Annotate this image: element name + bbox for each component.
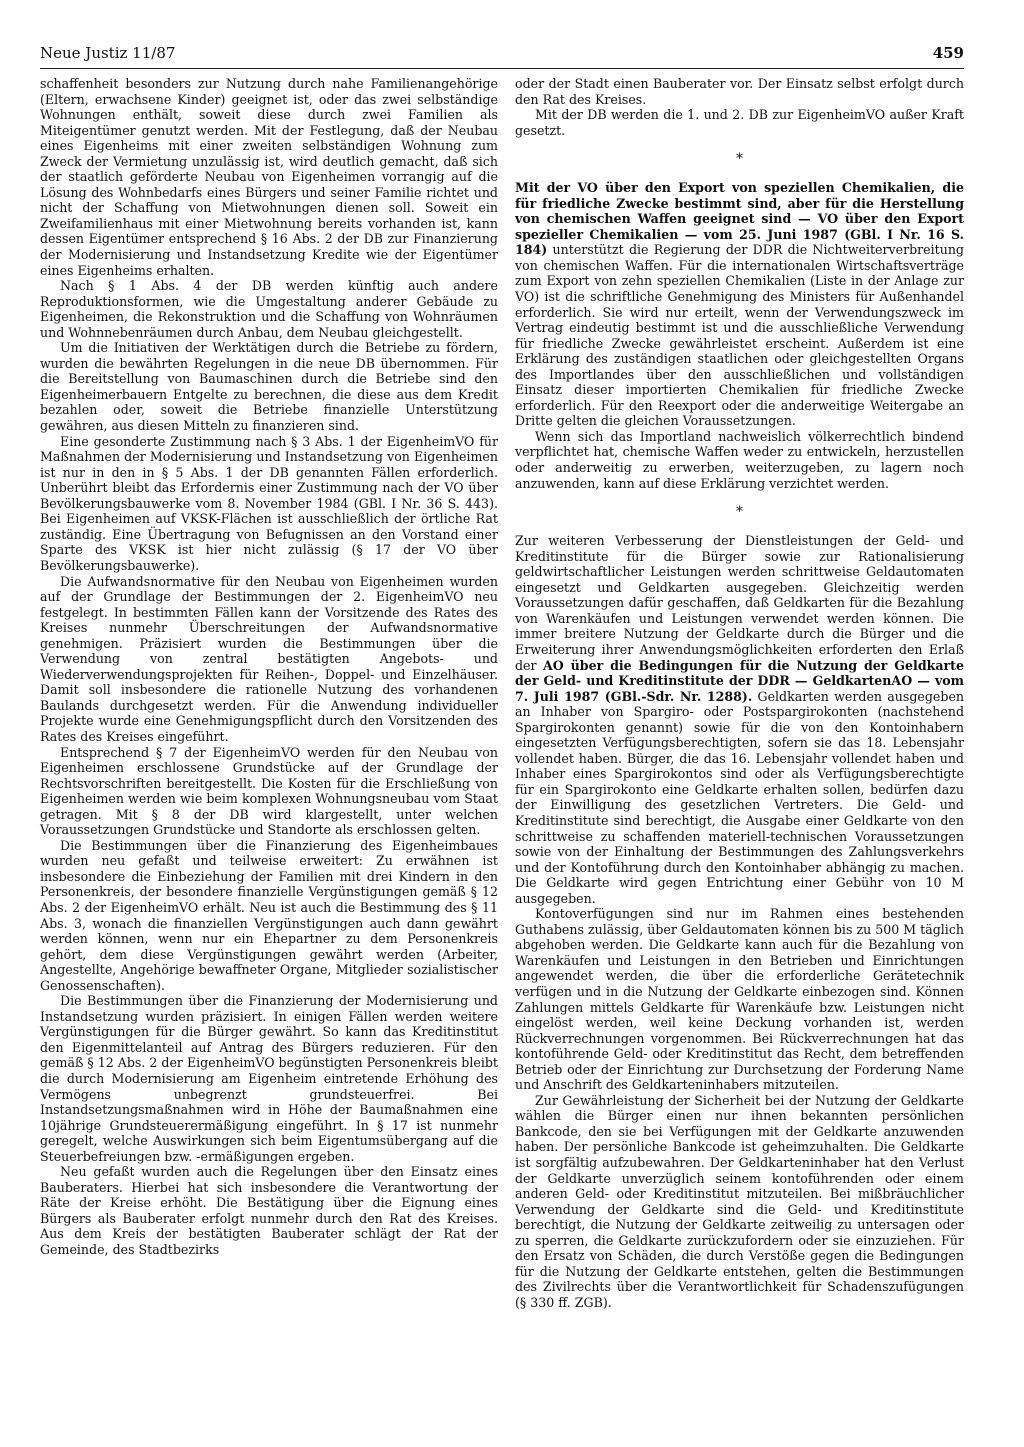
paragraph: Die Aufwandsnormative für den Neubau von Eigenheimen wurden auf der Grundlage der Bestimmungen der 2. EigenheimVO neu festgelegt. In bestimmten Fällen kann der Vorsitzende des Rates des Kreises nunmehr Überschreitungen der Aufwandsnormative genehmigen. Präzisiert wurden die Bestimmungen über die Verwendung von zentral bestätigten Angebots- und Wiederverwendungsprojekten für Reihen-, Doppel- und Einzelhäuser. Damit soll insbesondere die rationelle Nutzung des vorhandenen Baulands durchgesetzt werden. Für die Anwendung individueller Projekte wurde eine Genehmigungspflicht durch den Vorsitzenden des Rates des Kreises eingeführt. <box>40 573 498 744</box>
paragraph: Wenn sich das Importland nachweislich völkerrechtlich bindend verpflichtet hat, chemische Waffen weder zu entwickeln, herzustellen oder anderweitig zu erwerben, weiterzugeben, zu lagern noch anzuwenden, kann auf diese Erklärung verzichtet werden. <box>515 428 964 491</box>
paragraph: Mit der DB werden die 1. und 2. DB zur EigenheimVO außer Kraft gesetzt. <box>515 107 964 138</box>
paragraph: Kontoverfügungen sind nur im Rahmen eines bestehenden Guthabens zulässig, über Geldautomaten können bis zu 500 M täglich abgehoben werden. Die Geldkarte kann auch für die Bezahlung von Warenkäufen und Leistungen in den Betrieben und Einrichtungen angewendet werden, die über die erforderliche Gerätetechnik verfügen und in die Nutzung der Geldkarte einbezogen sind. Können Zahlungen mittels Geldkarte für Warenkäufe bzw. Leistungen nicht eingelöst werden, weil keine Deckung vorhanden ist, werden Rückverrechnungen vorgenommen. Bei Rückverrechnungen hat das kontoführende Geld- oder Kreditinstitut das Recht, dem betreffenden Betrieb oder der Einrichtung zur Durchsetzung der Forderung Name und Anschrift des Geldkarteninhabers mitzuteilen. <box>515 906 964 1093</box>
left-column <box>40 76 498 1258</box>
regulation-title: Mit der VO über den Export von speziellen Chemikalien, die für friedliche Zwecke bestimmt sind, aber für die Herstellung von chemischen Waffen geeignet sind — VO über den Export spezieller Chemikalien — vom 25. Juni 1987 (GBl. I Nr. 16 S. 184) <box>515 180 964 258</box>
paragraph: Nach § 1 Abs. 4 der DB werden künftig auch andere Reproduktionsformen, wie die Umgestaltung anderer Gebäude zu Eigenheimen, die Rekonstruktion und die Schaffung von Wohnräumen und Wohnnebenräumen durch Anbau, dem Neubau gleichgestellt. <box>40 278 498 340</box>
paragraph: oder der Stadt einen Bauberater vor. Der Einsatz selbst erfolgt durch den Rat des Kreises. <box>515 76 964 107</box>
paragraph-chemicals-export <box>515 180 964 429</box>
section-separator: * <box>736 504 743 521</box>
paragraph: Zur Gewährleistung der Sicherheit bei der Nutzung der Geldkarte wählen die Bürger einen nur ihnen bekannten persönlichen Bankcode, den sie bei Verfügungen mit der Geldkarte anzuwenden haben. Der persönliche Bankcode ist geheimzuhalten. Die Geldkarte ist sorgfältig aufzubewahren. Der Geldkarteninhaber hat den Verlust der Geldkarte unverzüglich seinem kontoführenden oder einem anderen Geld- oder Kreditinstitut mitzuteilen. Bei mißbräuchlicher Verwendung der Geldkarte sind die Geld- und Kreditinstitute berechtigt, die Nutzung der Geldkarte zeitweilig zu untersagen oder zu sperren, die Geldkarte zurückzufordern oder sie einzuziehen. Für den Ersatz von Schäden, die durch Verstöße gegen die Bedingungen für die Nutzung der Geldkarte entstehen, gelten die Bestimmungen des Zivilrechts über die Verantwortlichkeit für Schadenszufügungen (§ 330 ff. ZGB). <box>515 1092 964 1310</box>
right-column <box>515 76 964 1310</box>
page-number: 459 <box>932 44 964 62</box>
running-header <box>40 44 964 69</box>
journal-title: Neue Justiz 11/87 <box>40 44 176 62</box>
section-separator: * <box>736 151 743 168</box>
paragraph: Die Bestimmungen über die Finanzierung der Modernisierung und Instandsetzung wurden präzisiert. In einigen Fällen werden weitere Vergünstigungen für die Bürger gewährt. So kann das Kreditinstitut den Eigenmittelanteil auf Antrag des Bürgers reduzieren. Für den gemäß § 12 Abs. 2 der EigenheimVO begünstigten Personenkreis bleibt die durch Modernisierung am Eigenheim eintretende Erhöhung des Vermögens unbegrenzt grundsteuerfrei. Bei Instandsetzungsmaßnahmen wird in Höhe der Baumaßnahmen eine 10jährige Grundsteuerermäßigung eingeführt. In § 17 ist nunmehr geregelt, welche Auswirkungen sich beim Eigentumsübergang auf die Steuerbefreiungen bzw. -ermäßigungen ergeben. <box>40 993 498 1164</box>
paragraph-geldkarte <box>515 533 964 906</box>
paragraph: Die Bestimmungen über die Finanzierung des Eigenheimbaues wurden neu gefaßt und teilweise erweitert: Zu erwähnen ist insbesondere die Einbeziehung der Familien mit drei Kindern in den Personenkreis, der besondere finanzielle Vergünstigungen gemäß § 12 Abs. 2 der EigenheimVO erhält. Neu ist auch die Bestimmung des § 11 Abs. 3, wonach die finanziellen Vergünstigungen auch dann gewährt werden können, wenn nur ein Ehepartner zu dem Personenkreis gehört, dem diese Vergünstigungen gewährt werden (Arbeiter, Angestellte, Angehörige bewaffneter Organe, Mitglieder sozialistischer Genossenschaften). <box>40 837 498 993</box>
paragraph: Eine gesonderte Zustimmung nach § 3 Abs. 1 der EigenheimVO für Maßnahmen der Modernisierung und Instandsetzung von Eigenheimen ist nur in den in § 5 Abs. 1 der DB genannten Fällen erforderlich. Unberührt bleibt das Erfordernis einer Zustimmung nach der VO über Bevölkerungsbauwerke vom 8. November 1984 (GBl. I Nr. 36 S. 443). Bei Eigenheimen auf VKSK-Flächen ist ausschließlich der örtliche Rat zuständig. Eine Übertragung von Befugnissen an den Vorstand einer Sparte des VKSK ist hier nicht zulässig (§ 17 der VO über Bevölkerungsbauwerke). <box>40 433 498 573</box>
paragraph: Neu gefaßt wurden auch die Regelungen über den Einsatz eines Bauberaters. Hierbei hat sich insbesondere die Verantwortung der Räte der Kreise erhöht. Die Bestätigung über die Eignung eines Bürgers als Bauberater erfolgt nunmehr durch den Rat des Kreises. Aus dem Kreis der bestätigten Bauberater schlägt der Rat der Gemeinde, des Stadtbezirks <box>40 1164 498 1258</box>
paragraph: schaffenheit besonders zur Nutzung durch nahe Familienangehörige (Eltern, erwachsene Kinder) geeignet ist, oder das zwei selbständige Wohnungen enthält, soweit diese durch zwei Familien als Miteigentümer genutzt werden. Mit der Festlegung, daß der Neubau eines Eigenheims mit einer zweiten selbständigen Wohnung zum Zweck der Vermietung unzulässig ist, wird deutlich gemacht, daß sich der staatlich geförderte Neubau von Eigenheimen vorrangig auf die Lösung des Wohnbedarfs eines Bürgers und seiner Familie richtet und nicht der Schaffung von Mietwohnungen dienen soll. Soweit ein Zweifamilienhaus mit einer Mietwohnung bereits vorhanden ist, kann dessen Eigentümer entsprechend § 16 Abs. 2 der DB zur Finanzierung der Modernisierung und Instandsetzung Kredite wie der Eigentümer eines Eigenheims erhalten. <box>40 76 498 278</box>
paragraph: Entsprechend § 7 der EigenheimVO werden für den Neubau von Eigenheimen erschlossene Grundstücke auf der Grundlage der Rechtsvorschriften bereitgestellt. Die Kosten für die Erschließung von Eigenheimen werden wie beim komplexen Wohnungsneubau vom Staat getragen. Mit § 8 der DB wird klargestellt, unter welchen Voraussetzungen Grundstücke und Standorte als erschlossen gelten. <box>40 744 498 838</box>
paragraph-text: unterstützt die Regierung der DDR die Nichtweiterverbreitung von chemischen Waffen. Für die internationalen Wirtschaftsverträge zum Export von zehn speziellen Chemikalien (Liste in der Anlage zur VO) ist die schriftliche Genehmigung des Ministers für Außenhandel erforderlich. Sie wird nur erteilt, wenn der Verwendungszweck im Vertrag eindeutig bestimmt ist und die ausschließliche Verwendung für friedliche Zwecke gewährleistet erscheint. Außerdem ist eine Erklärung des zuständigen staatlichen oder gleichgestellten Organs des Importlandes über den ausschließlichen und vollständigen Einsatz dieser importierten Chemikalien für friedliche Zwecke erforderlich. Für den Reexport oder die anderweitige Weitergabe an Dritte gelten die gleichen Voraussetzungen. <box>515 242 964 429</box>
paragraph-text: Zur weiteren Verbesserung der Dienstleistungen der Geld- und Kreditinstitute für die Bürger sowie zur Rationalisierung geldwirtschaftlicher Leistungen werden schrittweise Geldautomaten eingesetzt und Geldkarten ausgegeben. Gleichzeitig werden Voraussetzungen dafür geschaffen, daß Geldkarten für die Bezahlung von Warenkäufen und Leistungen verwendet werden können. Die immer breitere Nutzung der Geldkarte durch die Bürger und die Erweiterung ihrer Anwendungsmöglichkeiten erforderten den Erlaß der <box>515 533 964 673</box>
regulation-title: AO über die Bedingungen für die Nutzung der Geldkarte der Geld- und Kreditinstitute der DDR — GeldkartenAO — vom 7. Juli 1987 (GBl.-Sdr. Nr. 1288). <box>515 657 964 704</box>
paragraph: Um die Initiativen der Werktätigen durch die Betriebe zu fördern, wurden die bewährten Regelungen in die neue DB übernommen. Für die Bereitstellung von Baumaschinen durch die Betriebe sind den Eigenheimerbauern Entgelte zu berechnen, die diese aus dem Kredit bezahlen oder, soweit die Betriebe finanzielle Unterstützung gewähren, aus diesen Mitteln zu finanzieren sind. <box>40 340 498 434</box>
paragraph-text: Geldkarten werden ausgegeben an Inhaber von Spargiro- oder Postspargirokonten (nachstehend Spargirokonten genannt) sowie für die von den Kontoinhabern eingesetzten Verfügungsberechtigten, sofern sie das 18. Lebensjahr vollendet haben. Bürger, die das 16. Lebensjahr vollendet haben und Inhaber eines Spargirokontos sind oder als Verfügungsberechtigte für ein Spargirokonto eine Geldkarte erhalten sollen, bedürfen dazu der Einwilligung des gesetzlichen Vertreters. Die Geld- und Kreditinstitute sind berechtigt, die Ausgabe einer Geldkarte von den schrittweise zu schaffenden materiell-technischen Voraussetzungen sowie von der Einhaltung der Bestimmungen des Zahlungsverkehrs und der Kontoführung durch den Kontoinhaber abhängig zu machen. Die Geldkarte wird gegen Entrichtung einer Gebühr von 10 M ausgegeben. <box>515 688 965 906</box>
